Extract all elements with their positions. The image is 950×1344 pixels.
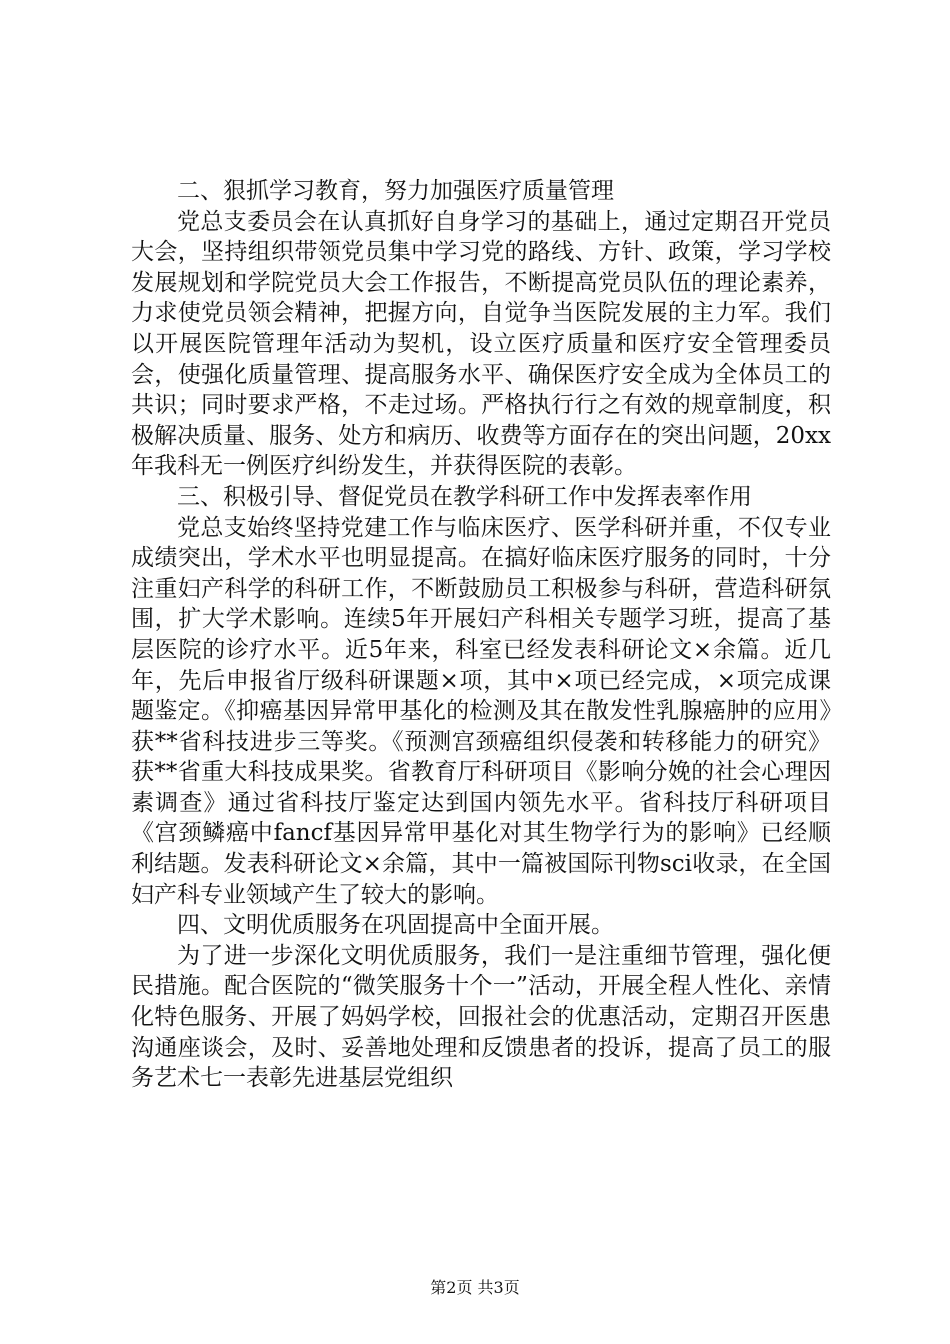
section-heading-4: 四、文明优质服务在巩固提高中全面开展。 bbox=[177, 912, 614, 939]
paragraph-2-body: 党总支委员会在认真抓好自身学习的基础上，通过定期召开党员大会，坚持组织带领党员集中学习党的路线、方针、政策，学习学校发展规划和学院党员大会工作报告，不断提高党员队伍的理论素养，力求使党员领会精神，把握方向，自觉争当医院发展的主力军。我们以开展医院管理年活动为契机，设立医疗质量和医疗安全管理委员会，使强化质量管理、提高服务水平、确保医疗安全成为全体员工的共识；同时要求严格，不走过场。严格执行行之有效的规章制度，积极解决质量、服务、处方和病历、收费等方面存在的突出问题，20xx年我科无一例医疗纠纷发生，并获得医院的表彰。 bbox=[131, 208, 831, 480]
section-heading-3: 三、积极引导、督促党员在教学科研工作中发挥表率作用 bbox=[177, 483, 752, 510]
paragraph-3-body: 党总支始终坚持党建工作与临床医疗、医学科研并重，不仅专业成绩突出，学术水平也明显提高。在搞好临床医疗服务的同时，十分注重妇产科学的科研工作，不断鼓励员工积极参与科研，营造科研氛围，扩大学术影响。连续5年开展妇产科相关专题学习班，提高了基层医院的诊疗水平。近5年来，科室已经发表科研论文×余篇。近几年，先后申报省厅级科研课题×项，其中×项已经完成，×项完成课题鉴定。《抑癌基因异常甲基化的检测及其在散发性乳腺癌肿的应用》获**省科技进步三等奖。《预测宫颈癌组织侵袭和转移能力的研究》获**省重大科技成果奖。省教育厅科研项目《影响分娩的社会心理因素调查》通过省科技厅鉴定达到国内领先水平。省科技厅科研项目《宫颈鳞癌中fancf基因异常甲基化对其生物学行为的影响》已经顺利结题。发表科研论文×余篇，其中一篇被国际刊物sci收录，在全国妇产科专业领域产生了较大的影响。 bbox=[131, 514, 831, 908]
paragraph-4-body: 为了进一步深化文明优质服务，我们一是注重细节管理，强化便民措施。配合医院的“微笑服务十个一”活动，开展全程人性化、亲情化特色服务、开展了妈妈学校，回报社会的优惠活动，定期召开医患沟通座谈会，及时、妥善地处理和反馈患者的投诉，提高了员工的服务艺术七一表彰先进基层党组织 bbox=[131, 942, 831, 1092]
page-footer: 第2页 共3页 bbox=[430, 1278, 520, 1297]
document-body bbox=[131, 176, 831, 1094]
section-heading-2: 二、狠抓学习教育，努力加强医疗质量管理 bbox=[177, 178, 614, 204]
